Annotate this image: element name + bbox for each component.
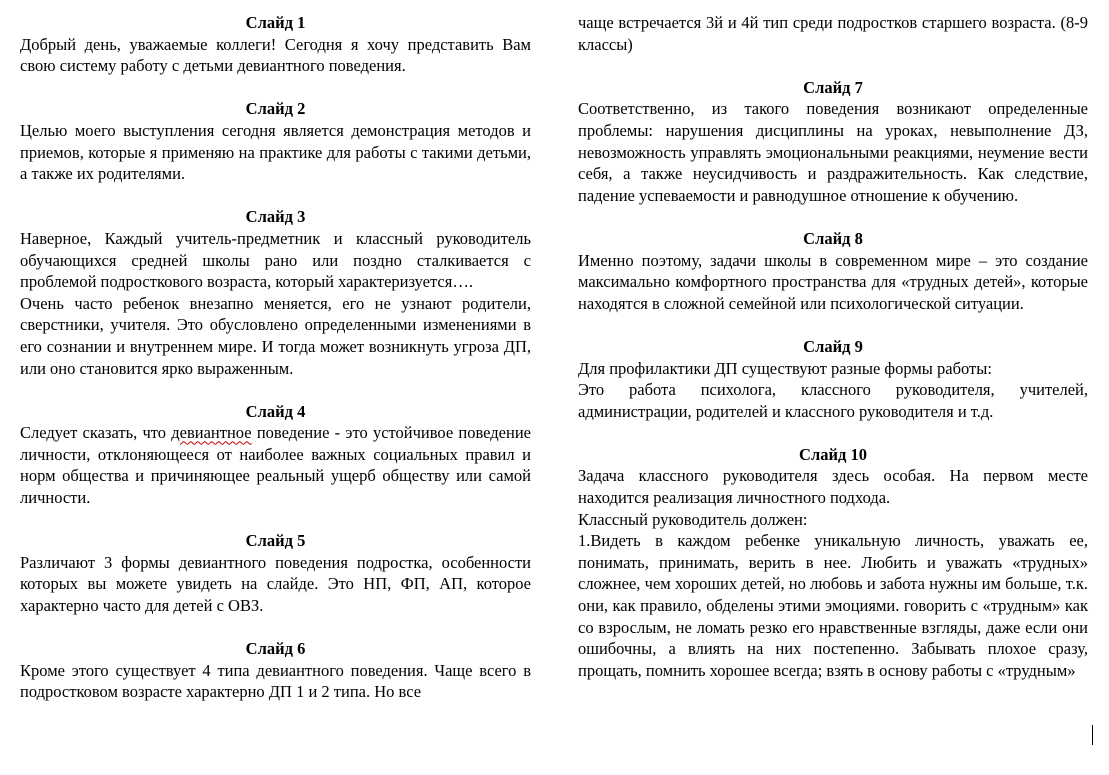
slide-6-text-continued: чаще встречается 3й и 4й тип среди подростков старшего возраста. (8-9 классы) [578,13,1088,54]
slide-7-section [578,77,1088,207]
slide-3-heading: Слайд 3 [245,207,306,227]
slide-4-heading: Слайд 4 [245,401,306,421]
slide-2-heading: Слайд 2 [245,99,306,119]
slide-2-section [20,98,531,184]
slide-1-text: Добрый день, уважаемые коллеги! Сегодня я хочу представить Вам свою систему работу с детьми девиантного поведения. [20,34,531,76]
slide-3-text-2: Очень часто ребенок внезапно меняется, его не узнают родители, сверстники, учителя. Это обусловлено определенными изменениями в его сознании и внутреннем мире. И тогда может возникнуть угроза ДП, или оно становится ярко выраженным. [20,293,531,378]
slide-1-section [20,12,531,77]
slide-9-section [578,336,1088,422]
slide-7-text: Соответственно, из такого поведения возникают определенные проблемы: нарушения дисциплины на уроках, невыполнение ДЗ, невозможность управлять эмоциональными реакциями, неумение вести себя, а также неусидчивость и раздражительность. Как следствие, падение успеваемости и равнодушное отношение к обучению. [578,99,1088,205]
slide-5-text: Различают 3 формы девиантного поведения подростка, особенности которых вы можете увидеть на слайде. Это НП, ФП, АП, которое характерно часто для детей с ОВЗ. [20,552,531,616]
slide-8-section [578,228,1088,314]
slide-4-section [20,401,531,509]
slide-4-text [20,422,531,508]
slide-5-heading: Слайд 5 [245,531,306,551]
left-column [20,12,531,703]
slide-3-section [20,206,531,379]
slide-10-text-3: 1.Видеть в каждом ребенке уникальную личность, уважать ее, понимать, принимать, верить в нее. Любить и уважать «трудных» сложнее, чем хороших детей, но любовь и забота нужны им больше, т.к. они, как правило, обделены этими эмоциями. говорить с «трудным» как со взрослым, не ломать резко его нравственные взгляды, даже если они ошибочны, а влиять на них постепенно. Забывать плохое сразу, прощать, помнить хорошее всегда; взять в основу работы с «трудным» [578,531,1088,680]
right-column [578,12,1088,681]
slide-9-text-1: Для профилактики ДП существуют разные формы работы: [578,358,992,378]
slide-5-section [20,530,531,616]
slide-6-text: Кроме этого существует 4 типа девиантного поведения. Чаще всего в подростковом возрасте характерно ДП 1 и 2 типа. Но все [20,660,531,702]
slide-10-heading: Слайд 10 [799,444,867,464]
slide-1-heading: Слайд 1 [245,13,306,32]
slide-4-text-end: поведение - это устойчивое поведение личности, отклоняющееся от наиболее важных социальных правил и норм общества и причиняющее реальный ущерб обществу или самой личности. [20,423,531,508]
slide-8-heading: Слайд 8 [803,228,863,248]
slide-6-continuation [578,12,1088,55]
slide-7-heading: Слайд 7 [803,77,863,97]
slide-8-text: Именно поэтому, задачи школы в современном мире – это создание максимально комфортного пространства для «трудных детей», которые находятся в сложной семейной или психологической ситуации. [578,250,1088,313]
slide-10-text-1: Задача классного руководителя здесь особая. На первом месте находится реализация личностного подхода. [578,466,1088,508]
spellcheck-marked-word[interactable]: девиантное [171,423,252,443]
slide-10-text-2: Классный руководитель должен: [578,509,808,529]
slide-6-heading: Слайд 6 [245,639,306,659]
slide-6-section [20,638,531,703]
slide-2-text: Целью моего выступления сегодня является демонстрация методов и приемов, которые я применяю на практике для работы с такими детьми, а также их родителями. [20,120,531,184]
slide-3-text-1: Наверное, Каждый учитель-предметник и классный руководитель обучающихся средней школы рано или поздно сталкивается с проблемой подросткового возраста, который характеризуется…. [20,228,531,292]
text-cursor [1092,725,1093,745]
slide-9-heading: Слайд 9 [803,336,863,356]
slide-4-text-start: Следует сказать, что [20,423,172,443]
slide-10-section [578,444,1088,682]
slide-9-text-2: Это работа психолога, классного руководителя, учителей, администрации, родителей и классного руководителя и т.д. [578,380,1088,421]
